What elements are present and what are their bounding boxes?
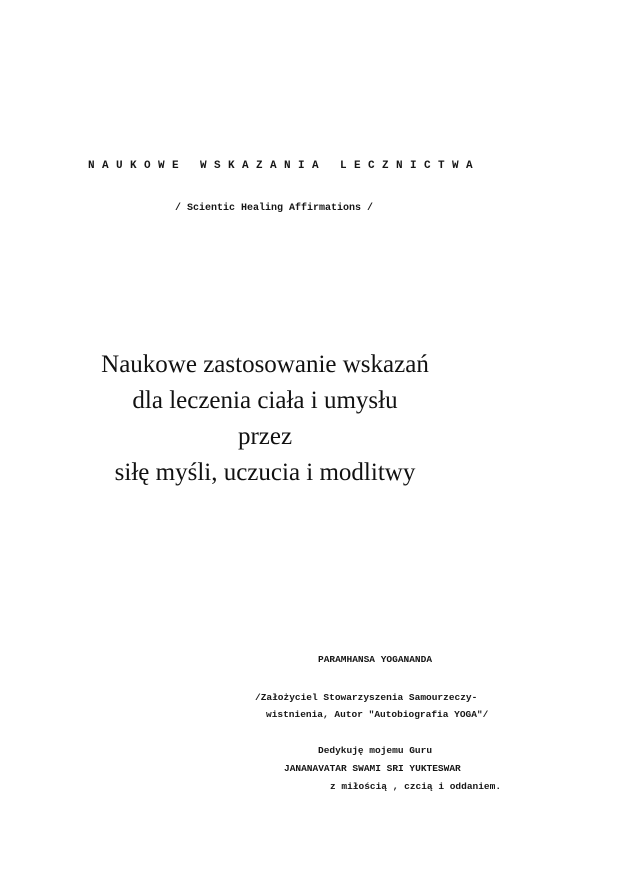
main-title — [0, 347, 530, 491]
main-title-line-2: dla leczenia ciała i umysłu — [132, 387, 398, 414]
main-title-line-3: przez — [237, 423, 293, 450]
founder-line-2: wistnienia, Autor "Autobiografia YOGA"/ — [266, 709, 489, 720]
header-subtitle: / Scientic Healing Affirmations / — [175, 203, 374, 214]
dedication-line-3: z miłością , czcią i oddaniem. — [330, 781, 502, 792]
header-title: NAUKOWE WSKAZANIA LECZNICTWA — [88, 160, 481, 172]
main-title-line-1: Naukowe zastosowanie wskazań — [101, 351, 429, 378]
dedication-line-1: Dedykuję mojemu Guru — [318, 745, 433, 756]
dedication-line-2: JANANAVATAR SWAMI SRI YUKTESWAR — [284, 763, 461, 774]
main-title-line-4: siłę myśli, uczucia i modlitwy — [114, 459, 416, 486]
founder-line-1: /Założyciel Stowarzyszenia Samourzeczy- — [255, 692, 478, 703]
author-name: PARAMHANSA YOGANANDA — [318, 654, 433, 665]
